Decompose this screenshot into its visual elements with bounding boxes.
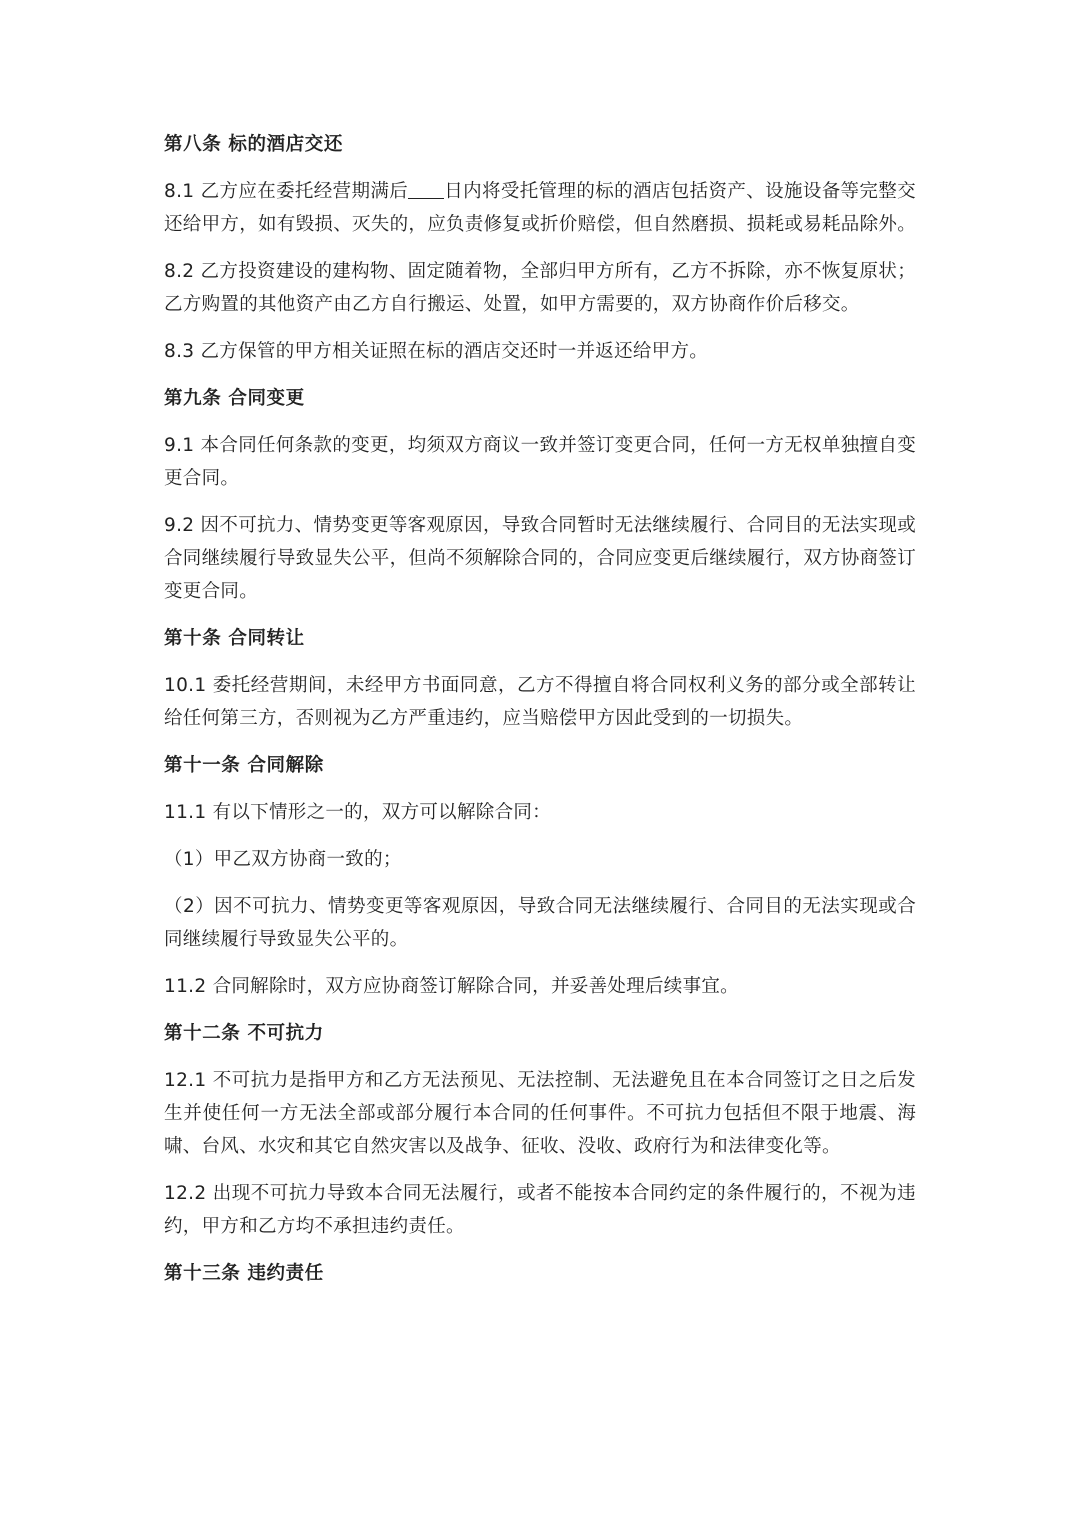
section-heading-12: 第十二条 不可抗力 — [164, 1023, 324, 1044]
fill-in-blank-days — [408, 178, 444, 199]
clause-11-1-item-2: （2）因不可抗力、情势变更等客观原因，导致合同无法继续履行、合同目的无法实现或合同继续履行导致显失公平的。 — [164, 896, 916, 950]
clause-8-2: 8.2 乙方投资建设的建构物、固定随着物，全部归甲方所有，乙方不拆除，亦不恢复原状；乙方购置的其他资产由乙方自行搬运、处置，如甲方需要的，双方协商作价后移交。 — [164, 261, 916, 315]
clause-12-2: 12.2 出现不可抗力导致本合同无法履行，或者不能按本合同约定的条件履行的，不视为违约，甲方和乙方均不承担违约责任。 — [164, 1183, 916, 1237]
clause-11-1: 11.1 有以下情形之一的，双方可以解除合同： — [164, 802, 551, 823]
clause-10-1: 10.1 委托经营期间，未经甲方书面同意，乙方不得擅自将合同权利义务的部分或全部转让给任何第三方，否则视为乙方严重违约，应当赔偿甲方因此受到的一切损失。 — [164, 675, 916, 729]
clause-8-1-text-after: 日内将受托管理的标的酒店包括资产、设施设备等完整交还给甲方，如有毁损、灭失的，应负责修复或折价赔偿，但自然磨损、损耗或易耗品除外。 — [164, 181, 917, 235]
section-heading-11: 第十一条 合同解除 — [164, 755, 324, 776]
clause-11-2: 11.2 合同解除时，双方应协商签订解除合同，并妥善处理后续事宜。 — [164, 976, 739, 997]
section-heading-13: 第十三条 违约责任 — [164, 1263, 324, 1284]
clause-11-1-item-1: （1）甲乙双方协商一致的； — [164, 849, 402, 870]
clause-9-1: 9.1 本合同任何条款的变更，均须双方商议一致并签订变更合同，任何一方无权单独擅自变更合同。 — [164, 435, 916, 489]
document-page — [164, 128, 916, 1304]
section-heading-9: 第九条 合同变更 — [164, 388, 305, 409]
section-heading-8: 第八条 标的酒店交还 — [164, 134, 343, 155]
clause-8-1 — [164, 175, 916, 241]
clause-12-1: 12.1 不可抗力是指甲方和乙方无法预见、无法控制、无法避免且在本合同签订之日之后发生并使任何一方无法全部或部分履行本合同的任何事件。不可抗力包括但不限于地震、海啸、台风、水灾和其它自然灾害以及战争、征收、没收、政府行为和法律变化等。 — [164, 1070, 916, 1157]
clause-9-2: 9.2 因不可抗力、情势变更等客观原因，导致合同暂时无法继续履行、合同目的无法实现或合同继续履行导致显失公平，但尚不须解除合同的，合同应变更后继续履行，双方协商签订变更合同。 — [164, 515, 917, 602]
clause-8-3: 8.3 乙方保管的甲方相关证照在标的酒店交还时一并返还给甲方。 — [164, 341, 709, 362]
section-heading-10: 第十条 合同转让 — [164, 628, 305, 649]
clause-8-1-text-before: 8.1 乙方应在委托经营期满后 — [164, 181, 409, 202]
